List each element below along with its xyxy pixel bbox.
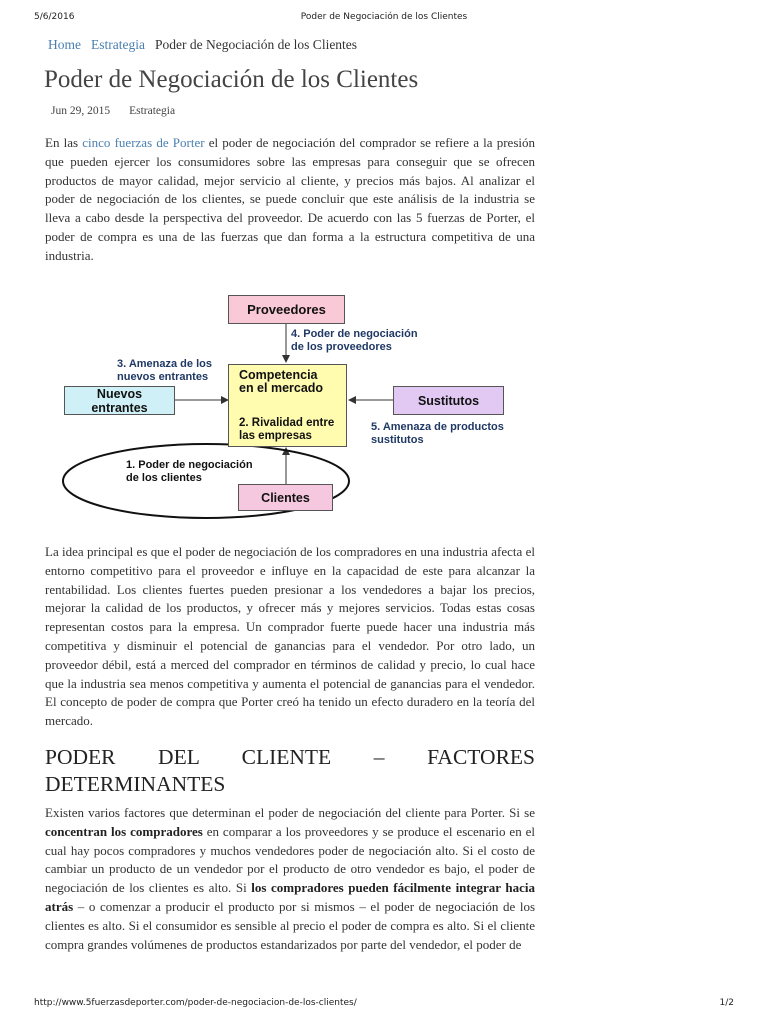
suppliers-force-line1: 4. Poder de negociación [291,328,418,340]
print-date: 5/6/2016 [34,12,75,22]
suppliers-force-label [291,328,418,354]
customers-label: Clientes [261,490,310,505]
rivalry-line2: las empresas [239,429,312,442]
main-idea-paragraph: La idea principal es que el poder de negociación de los compradores en una industria afecta el entorno competitivo para el proveedor e influye en la capacidad de este para alcanzar la rentabilidad. Los clientes fuertes pueden presionar a los vendedores a bajar los precios, mejorar la calidad de los productos, y ofrecer más y mejores servicios. Todas estas cosas representan costos para la empresa. Un comprador fuerte puede hacer una industria más competitiva y disminuir el potencial de ganancias para el vendedor. Por otro lado, un proveedor débil, está a merced del comprador en términos de calidad y precio, lo cual hace que la industria sea menos competitiva y aumenta el potencial de ganancias para el vendedor. El concepto de poder de compra que Porter creó ha tenido un efecto duradero en la teoría del mercado. [45,544,535,729]
page-title: Poder de Negociación de los Clientes [44,66,419,93]
breadcrumb-category-link[interactable]: Estrategia [91,37,145,52]
factors-text-1: Existen varios factores que determinan el poder de negociación del cliente para Porter. Si se [45,805,535,820]
breadcrumb [48,37,357,53]
porter-five-forces-diagram [62,288,522,520]
new-entrants-line2: entrantes [91,400,148,415]
new-entrants-box [64,386,175,415]
customers-box [238,484,333,511]
customers-force-label [126,459,253,485]
competition-title-line1: Competencia [239,368,318,382]
suppliers-box [228,295,345,324]
factors-text-2: en comparar a los proveedores y se produce el escenario en el cual hay pocos compradores y muchos vendedores poder de negociación alto. Si el costo de cambiar un producto de un vendedor por el producto de otro vendedor es bajo, el poder de negociación de los clientes es alto. Si [45,823,535,896]
substitutes-force-label [371,421,504,447]
print-header [0,12,768,26]
factors-bold-1: concentran los compradores [45,823,203,839]
intro-text-end: el poder de negociación del comprador se refiere a la presión que pueden ejercer los consumidores sobre las empresas para conseguir que se ofrecen productos de mayor calidad, mejor servicio al cliente, y precios más bajos. Al analizar el poder de negociación de los clientes, se puede concluir que este análisis de la industria se lleva a cabo desde la perspectiva del proveedor. De acuerdo con las 5 fuerzas de Porter, el poder de compra es una de las fuerzas que dan forma a la estructura competitiva de una industria. [45,135,535,263]
new-entrants-force-line1: 3. Amenaza de los [117,358,212,370]
new-entrants-line1: Nuevos [96,386,143,401]
section-heading: PODER DEL CLIENTE – FACTORES DETERMINANTES [45,745,535,796]
post-meta [51,105,175,117]
breadcrumb-current: Poder de Negociación de los Clientes [154,37,358,52]
substitutes-force-line2: sustitutos [371,434,424,446]
substitutes-box [393,386,504,415]
intro-text-start: En las [45,135,83,150]
customers-force-line2: de los clientes [126,472,202,484]
suppliers-label: Proveedores [247,301,326,317]
customers-force-line1: 1. Poder de negociación [126,459,253,471]
suppliers-force-line2: de los proveedores [291,341,392,353]
breadcrumb-home-link[interactable]: Home [48,37,81,52]
factors-bold-2: los compradores pueden fácilmente integrar hacia atrás [45,880,535,914]
substitutes-force-line1: 5. Amenaza de productos [371,421,504,433]
competition-title [239,369,323,395]
new-entrants-force-label [117,358,212,384]
print-page-number: 1/2 [719,998,734,1008]
post-category[interactable]: Estrategia [129,105,176,117]
print-url: http://www.5fuerzasdeporter.com/poder-de-negociacion-de-los-clientes/ [34,998,357,1008]
print-footer [0,998,768,1012]
rivalry-line1: 2. Rivalidad entre [239,417,335,429]
new-entrants-force-line2: nuevos entrantes [117,371,209,383]
market-competition-box [228,364,347,447]
factors-text-3: – o comenzar a producir el producto por si mismos – el poder de negociación de los clientes es alto. Si el consumidor es sensible al precio el poder de compra es alto. Si el cliente compra grandes volúmenes de productos estandarizados por parte del vendedor, el poder de [45,898,535,952]
competition-title-line2: en el mercado [239,381,324,395]
rivalry-label [239,417,334,442]
substitutes-label: Sustitutos [417,393,480,408]
intro-paragraph [45,134,535,266]
print-title: Poder de Negociación de los Clientes [300,12,468,22]
post-date: Jun 29, 2015 [51,105,111,117]
porter-forces-link[interactable]: cinco fuerzas de Porter [82,135,205,150]
factors-paragraph [45,804,535,954]
